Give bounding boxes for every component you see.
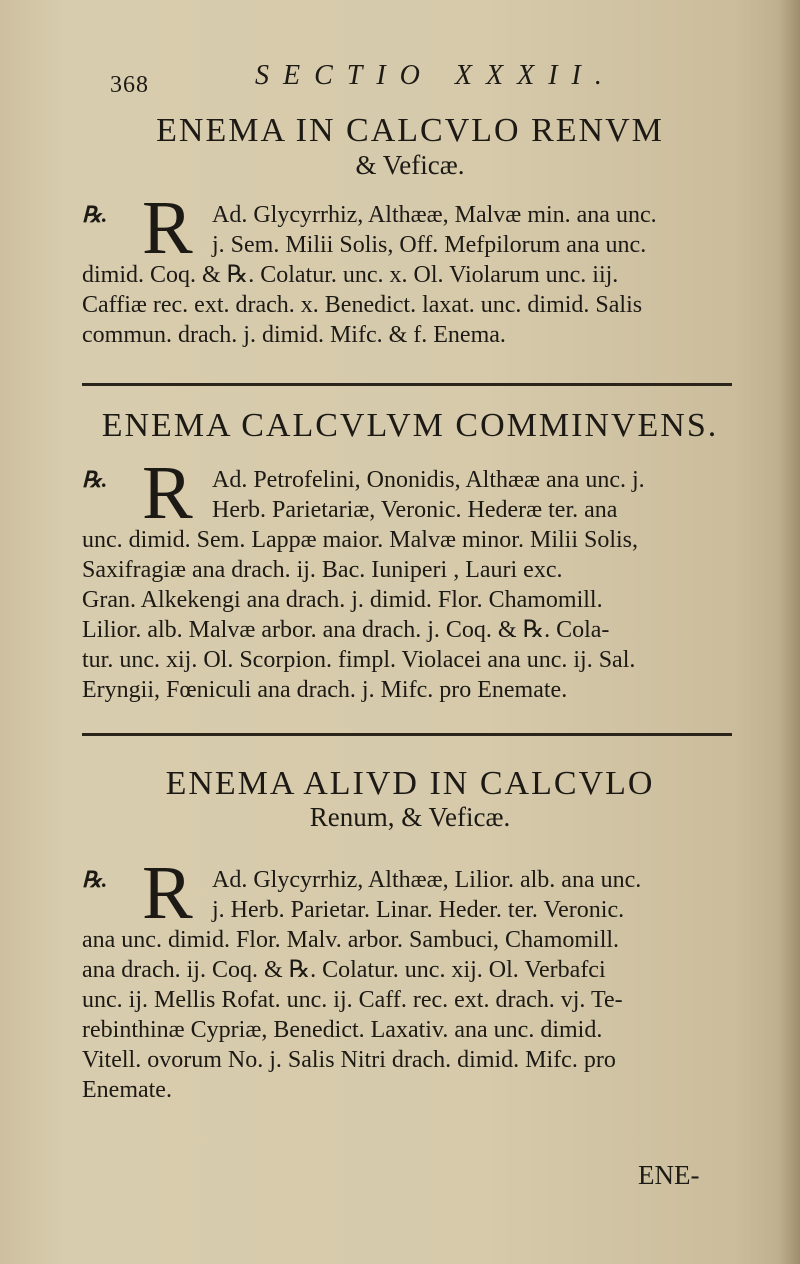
recipe-1-title: ENEMA IN CALCVLO RENVM bbox=[156, 112, 664, 149]
recipe-line: Caffiæ rec. ext. drach. x. Benedict. laxat. unc. dimid. Salis bbox=[82, 292, 643, 318]
recipe-line: Saxifragiæ ana drach. ij. Bac. Iuniperi , Lauri exc. bbox=[82, 557, 563, 583]
recipe-line: ana unc. dimid. Flor. Malv. arbor. Sambuci, Chamomill. bbox=[82, 927, 620, 953]
page-edge-shadow bbox=[778, 0, 800, 1264]
recipe-line: Ad. Petrofelini, Ononidis, Althææ ana unc. j. bbox=[212, 467, 645, 493]
drop-cap: R bbox=[142, 851, 193, 935]
recipe-line: tur. unc. xij. Ol. Scorpion. fimpl. Violacei ana unc. ij. Sal. bbox=[82, 647, 636, 673]
recipe-line: rebinthinæ Cypriæ, Benedict. Laxativ. ana unc. dimid. bbox=[82, 1017, 603, 1043]
recipe-line: unc. ij. Mellis Rofat. unc. ij. Caff. rec. ext. drach. vj. Te- bbox=[82, 987, 623, 1013]
recipe-line: Herb. Parietariæ, Veronic. Hederæ ter. ana bbox=[212, 497, 618, 523]
rx-sign: ℞. bbox=[82, 467, 108, 492]
recipe-line: Vitell. ovorum No. j. Salis Nitri drach. dimid. Mifc. pro bbox=[82, 1047, 616, 1073]
page-number: 368 bbox=[110, 72, 149, 98]
recipe-line: Eryngii, Fœniculi ana drach. j. Mifc. pro Enemate. bbox=[82, 677, 568, 703]
drop-cap: R bbox=[142, 186, 193, 270]
recipe-line: Lilior. alb. Malvæ arbor. ana drach. j. Coq. & ℞. Cola- bbox=[82, 617, 610, 643]
recipe-line: Ad. Glycyrrhiz, Althææ, Malvæ min. ana unc. bbox=[212, 202, 657, 228]
rx-sign: ℞. bbox=[82, 202, 108, 227]
recipe-2-title: ENEMA CALCVLVM COMMINVENS. bbox=[101, 407, 719, 444]
recipe-2-body bbox=[82, 451, 742, 705]
recipe-line: Enemate. bbox=[82, 1077, 172, 1103]
recipe-line: j. Herb. Parietar. Linar. Heder. ter. Veronic. bbox=[212, 897, 625, 923]
recipe-line: Gran. Alkekengi ana drach. j. dimid. Flor. Chamomill. bbox=[82, 587, 603, 613]
recipe-line: unc. dimid. Sem. Lappæ maior. Malvæ minor. Milii Solis, bbox=[82, 527, 639, 553]
recipe-line: commun. drach. j. dimid. Mifc. & f. Enema. bbox=[82, 322, 506, 348]
divider-rule bbox=[82, 383, 732, 386]
divider-rule bbox=[82, 733, 732, 736]
catchword: ENE- bbox=[638, 1160, 700, 1190]
recipe-1-body bbox=[82, 186, 742, 350]
running-head bbox=[110, 60, 650, 100]
rx-sign: ℞. bbox=[82, 867, 108, 892]
recipe-line: j. Sem. Milii Solis, Off. Mefpilorum ana unc. bbox=[212, 232, 647, 258]
drop-cap: R bbox=[142, 451, 193, 535]
recipe-3-body bbox=[82, 851, 742, 1105]
recipe-3-subtitle: Renum, & Veficæ. bbox=[309, 802, 511, 832]
recipe-line: dimid. Coq. & ℞. Colatur. unc. x. Ol. Violarum unc. iij. bbox=[82, 262, 619, 288]
recipe-1-subtitle: & Veficæ. bbox=[355, 150, 465, 180]
section-title: SECTIO XXXII. bbox=[255, 60, 616, 91]
recipe-3-title: ENEMA ALIVD IN CALCVLO bbox=[165, 765, 655, 802]
recipe-line: Ad. Glycyrrhiz, Althææ, Lilior. alb. ana unc. bbox=[212, 867, 642, 893]
recipe-line: ana drach. ij. Coq. & ℞. Colatur. unc. xij. Ol. Verbafci bbox=[82, 957, 606, 983]
